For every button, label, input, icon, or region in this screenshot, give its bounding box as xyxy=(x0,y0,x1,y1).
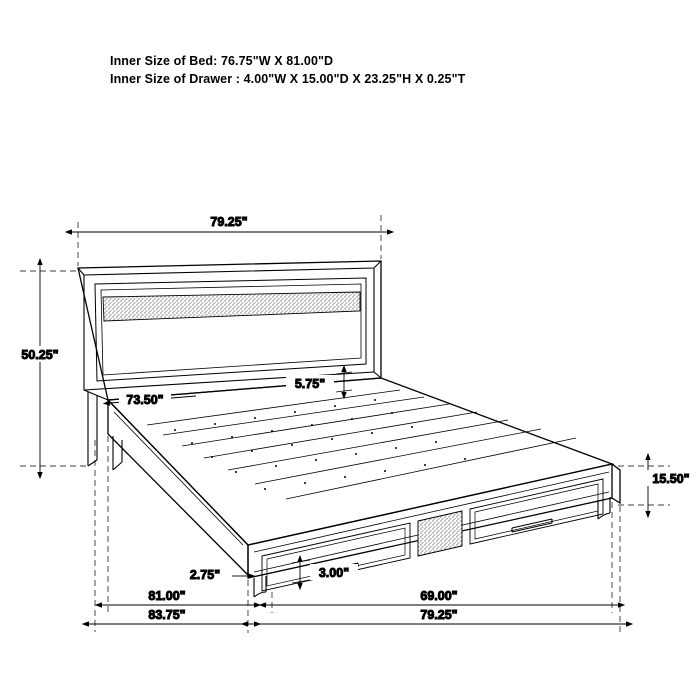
dim-label-side-depth-outer: 83.75" xyxy=(148,608,186,622)
bed-illustration xyxy=(78,261,620,597)
dim-drawer-clearance xyxy=(292,560,358,583)
dim-label-headboard-inner-width: 73.50" xyxy=(126,393,164,407)
dim-label-front-width-outer: 79.25" xyxy=(420,608,458,622)
dimension-annotations xyxy=(12,213,698,633)
dim-label-drawer-clearance: 3.00" xyxy=(318,566,350,580)
dim-label-side-rail-offset: 2.75" xyxy=(189,568,221,582)
dim-headboard-width xyxy=(72,213,387,266)
dim-side-depth xyxy=(102,436,254,633)
dim-footboard-height xyxy=(618,460,698,511)
dim-rail-height xyxy=(286,372,352,392)
spec-line-drawer: Inner Size of Drawer : 4.00"W X 15.00"D X 23.25"H X 0.25"T xyxy=(110,72,466,86)
footboard-drawer-unit xyxy=(248,464,620,597)
spec-line-bed: Inner Size of Bed: 76.75"W X 81.00"D xyxy=(110,54,334,68)
dim-overall-height xyxy=(12,265,90,472)
headboard xyxy=(78,261,381,466)
dim-label-headboard-width: 79.25" xyxy=(210,215,248,229)
dim-side-rail-offset xyxy=(180,566,248,582)
dim-label-overall-height: 50.25" xyxy=(21,348,59,362)
dim-label-rail-height: 5.75" xyxy=(294,377,326,391)
drawer-right xyxy=(470,479,603,544)
left-side-rail xyxy=(108,400,248,575)
dim-label-side-depth: 81.00" xyxy=(148,589,186,603)
dim-label-footboard-height: 15.50" xyxy=(652,472,690,486)
dim-label-front-width: 69.00" xyxy=(420,589,458,603)
